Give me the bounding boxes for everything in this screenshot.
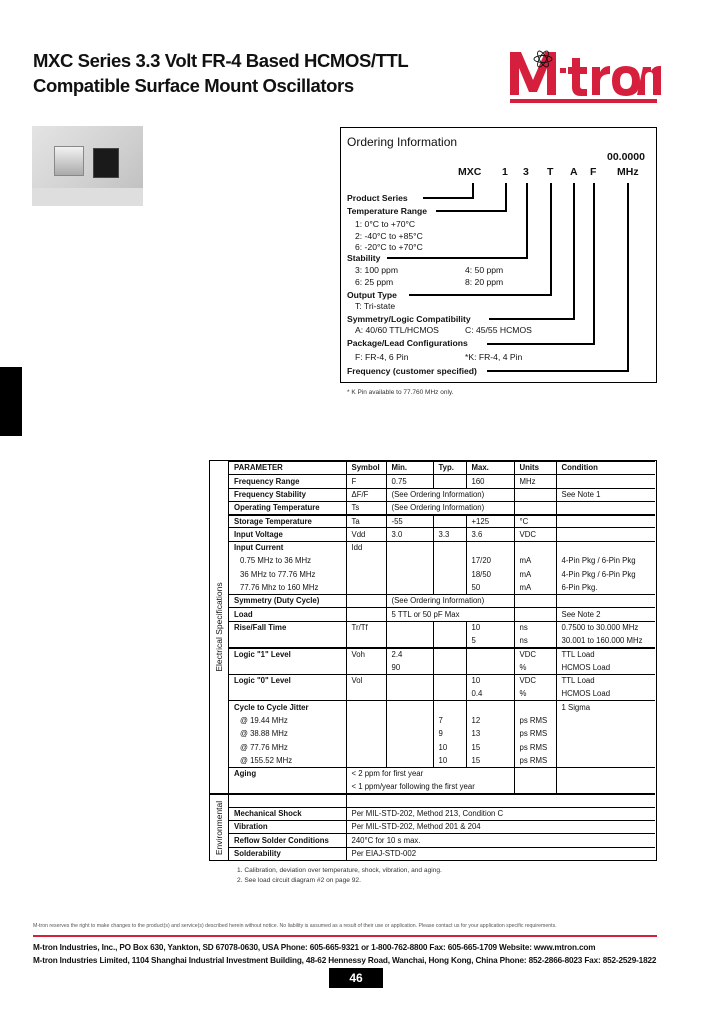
package-option: F: FR-4, 6 Pin: [355, 352, 409, 362]
table-row: [229, 501, 655, 514]
table-row: [229, 661, 655, 674]
side-label-text: Environmental: [214, 800, 224, 855]
table-cell: MHz: [514, 475, 556, 488]
table-cell: Frequency Range: [229, 475, 346, 488]
table-cell: mA: [514, 568, 556, 581]
table-row: [229, 834, 655, 847]
table-row: [229, 807, 655, 820]
table-row: [229, 794, 655, 807]
table-cell: Max.: [466, 462, 514, 475]
table-cell: [386, 714, 433, 727]
table-cell: < 1 ppm/year following the first year: [346, 781, 514, 794]
table-cell: Storage Temperature: [229, 515, 346, 528]
table-cell: 0.7500 to 30.000 MHz: [556, 621, 655, 634]
side-label-text: Electrical Specifications: [214, 582, 224, 672]
ordering-note: * K Pin available to 77.760 MHz only.: [347, 389, 454, 396]
table-cell: 3.6: [466, 528, 514, 541]
stability-option: 4: 50 ppm: [465, 265, 504, 275]
table-cell: mA: [514, 555, 556, 568]
table-cell: 10: [433, 754, 466, 767]
table-cell: 77.76 Mhz to 160 MHz: [240, 582, 319, 592]
table-cell: Idd: [346, 541, 386, 554]
symmetry-option: A: 40/60 TTL/HCMOS: [355, 325, 439, 335]
table-cell: Cycle to Cycle Jitter: [229, 701, 346, 714]
table-cell: [556, 754, 655, 767]
table-cell: [346, 594, 386, 607]
table-row: [229, 754, 655, 767]
table-cell: 18/50: [466, 568, 514, 581]
table-cell: [346, 794, 655, 807]
table-cell: 0.75 MHz to 36 MHz: [240, 556, 312, 566]
table-cell: Input Voltage: [229, 528, 346, 541]
table-cell: [346, 608, 386, 621]
table-cell: [514, 701, 556, 714]
table-cell: [433, 648, 466, 661]
table-cell: [346, 555, 386, 568]
specifications-table: [209, 460, 657, 861]
output-option: T: Tri-state: [355, 301, 396, 311]
label-output-type: Output Type: [347, 290, 397, 300]
table-cell: TTL Load: [556, 648, 655, 661]
table-row: [229, 781, 655, 794]
note-2: 2. See load circuit diagram #2 on page 92.: [237, 877, 361, 885]
table-cell: %: [514, 661, 556, 674]
table-cell: [556, 741, 655, 754]
table-cell: PARAMETER: [229, 462, 346, 475]
label-temperature-range: Temperature Range: [347, 206, 428, 216]
table-cell: 7: [433, 714, 466, 727]
table-row: [229, 634, 655, 647]
table-cell: (See Ordering Information): [386, 488, 514, 501]
side-label-electrical: [210, 461, 228, 793]
table-cell: 90: [386, 661, 433, 674]
table-cell: [386, 581, 433, 594]
table-row: [229, 767, 655, 780]
table-cell: Per EIAJ-STD-002: [346, 847, 655, 860]
label-frequency: Frequency (customer specified): [347, 366, 477, 376]
table-cell: [514, 541, 556, 554]
table-cell: [556, 781, 655, 794]
table-cell: [346, 688, 386, 701]
code-package: F: [590, 166, 597, 178]
table-cell: 10: [466, 621, 514, 634]
table-cell: [556, 515, 655, 528]
table-row: [229, 688, 655, 701]
table-cell: -55: [386, 515, 433, 528]
table-cell: [386, 754, 433, 767]
table-cell: HCMOS Load: [556, 688, 655, 701]
table-cell: See Note 2: [556, 608, 655, 621]
page-title-line-1: MXC Series 3.3 Volt FR-4 Based HCMOS/TTL: [33, 50, 409, 71]
table-cell: ns: [514, 634, 556, 647]
footer-divider: [33, 935, 657, 937]
table-cell: [433, 701, 466, 714]
table-cell: Rise/Fall Time: [229, 621, 346, 634]
table-cell: [386, 674, 433, 687]
frequency-example: 00.0000: [607, 151, 645, 163]
table-row: [229, 608, 655, 621]
table-cell: 30.001 to 160.000 MHz: [556, 634, 655, 647]
table-cell: 17/20: [466, 555, 514, 568]
table-cell: 4-Pin Pkg / 6-Pin Pkg: [556, 568, 655, 581]
product-photo: [32, 126, 143, 206]
table-cell: %: [514, 688, 556, 701]
table-cell: ps RMS: [514, 741, 556, 754]
table-cell: @ 38.88 MHz: [240, 729, 288, 739]
table-cell: Ta: [346, 515, 386, 528]
table-cell: [466, 541, 514, 554]
table-cell: [433, 568, 466, 581]
table-cell: 3.3: [433, 528, 466, 541]
table-cell: Vol: [346, 674, 386, 687]
table-cell: [229, 781, 346, 794]
table-cell: Symbol: [346, 462, 386, 475]
table-cell: [556, 727, 655, 740]
table-cell: 50: [466, 581, 514, 594]
table-row: [229, 594, 655, 607]
stability-option: 6: 25 ppm: [355, 277, 394, 287]
table-cell: Input Current: [229, 541, 346, 554]
table-cell: [466, 661, 514, 674]
table-cell: [346, 701, 386, 714]
table-cell: [514, 501, 556, 514]
table-cell: Logic "1" Level: [229, 648, 346, 661]
side-label-environmental: [210, 793, 228, 860]
table-row: [229, 515, 655, 528]
table-cell: [346, 581, 386, 594]
table-cell: [514, 608, 556, 621]
temp-option: 6: -20°C to +70°C: [355, 242, 423, 252]
table-cell: [556, 767, 655, 780]
table-cell: ps RMS: [514, 714, 556, 727]
table-cell: [346, 568, 386, 581]
table-cell: 0.4: [466, 688, 514, 701]
table-row: [229, 528, 655, 541]
table-row: [229, 714, 655, 727]
table-cell: [386, 541, 433, 554]
table-row: [229, 581, 655, 594]
table-cell: Voh: [346, 648, 386, 661]
table-cell: 1 Sigma: [556, 701, 655, 714]
table-cell: [433, 688, 466, 701]
table-cell: [346, 727, 386, 740]
code-symmetry: A: [570, 166, 578, 178]
table-row: [229, 847, 655, 860]
table-row: [229, 488, 655, 501]
note-1: 1. Calibration, deviation over temperature, shock, vibration, and aging.: [237, 867, 442, 875]
table-cell: [514, 594, 556, 607]
code-output: T: [547, 166, 554, 178]
page-number: 46: [329, 968, 383, 988]
table-cell: Operating Temperature: [229, 501, 346, 514]
side-label-column: [210, 461, 229, 860]
table-cell: [346, 634, 386, 647]
table-cell: [433, 515, 466, 528]
temp-option: 2: -40°C to +85°C: [355, 231, 423, 241]
spec-grid: [229, 461, 655, 860]
table-cell: Ts: [346, 501, 386, 514]
table-cell: Logic "0" Level: [229, 674, 346, 687]
table-cell: [433, 475, 466, 488]
table-row: [229, 621, 655, 634]
code-frequency-unit: MHz: [617, 166, 639, 178]
table-row: [229, 674, 655, 687]
table-cell: [433, 581, 466, 594]
label-package: Package/Lead Configurations: [347, 338, 468, 348]
table-cell: [386, 701, 433, 714]
table-cell: [433, 541, 466, 554]
table-cell: [514, 781, 556, 794]
table-cell: Aging: [229, 767, 346, 780]
table-row: [229, 568, 655, 581]
table-cell: 240°C for 10 s max.: [346, 834, 655, 847]
table-cell: [229, 688, 346, 701]
table-cell: 10: [466, 674, 514, 687]
table-cell: (See Ordering Information): [386, 594, 514, 607]
table-cell: Per MIL-STD-202, Method 213, Condition C: [346, 807, 655, 820]
spec-notes: [237, 866, 657, 886]
code-temperature: 1: [502, 166, 508, 178]
table-cell: [556, 501, 655, 514]
table-cell: [346, 754, 386, 767]
table-cell: @ 155.52 MHz: [240, 755, 293, 765]
table-cell: 15: [466, 741, 514, 754]
table-cell: 4-Pin Pkg / 6-Pin Pkg: [556, 555, 655, 568]
table-cell: °C: [514, 515, 556, 528]
table-cell: < 2 ppm for first year: [346, 767, 514, 780]
table-cell: [386, 741, 433, 754]
table-cell: ps RMS: [514, 754, 556, 767]
table-cell: 10: [433, 741, 466, 754]
table-cell: 5: [466, 634, 514, 647]
table-cell: [433, 555, 466, 568]
code-stability: 3: [523, 166, 529, 178]
table-cell: VDC: [514, 674, 556, 687]
table-cell: ΔF/F: [346, 488, 386, 501]
table-cell: [386, 688, 433, 701]
table-cell: [466, 701, 514, 714]
table-cell: [229, 634, 346, 647]
table-header-row: [229, 462, 655, 475]
table-row: [229, 475, 655, 488]
table-cell: [433, 634, 466, 647]
table-row: [229, 727, 655, 740]
table-cell: F: [346, 475, 386, 488]
table-cell: Units: [514, 462, 556, 475]
table-cell: [386, 568, 433, 581]
table-cell: [229, 794, 346, 807]
table-cell: 13: [466, 727, 514, 740]
table-cell: Vibration: [229, 821, 346, 834]
table-row: [229, 821, 655, 834]
table-cell: TTL Load: [556, 674, 655, 687]
table-cell: [556, 594, 655, 607]
table-row: [229, 648, 655, 661]
table-cell: [386, 727, 433, 740]
table-cell: [514, 488, 556, 501]
table-cell: [346, 661, 386, 674]
table-cell: Solderability: [229, 847, 346, 860]
table-cell: HCMOS Load: [556, 661, 655, 674]
table-cell: 3.0: [386, 528, 433, 541]
table-cell: Tr/Tf: [346, 621, 386, 634]
table-row: [229, 541, 655, 554]
label-symmetry: Symmetry/Logic Compatibility: [347, 314, 471, 324]
label-product-series: Product Series: [347, 193, 408, 203]
table-cell: [556, 714, 655, 727]
package-option: *K: FR-4, 4 Pin: [465, 352, 523, 362]
table-cell: [556, 528, 655, 541]
label-stability: Stability: [347, 253, 381, 263]
table-cell: (See Ordering Information): [386, 501, 514, 514]
table-cell: 2.4: [386, 648, 433, 661]
disclaimer: M-tron reserves the right to make changes to the product(s) and service(s) described herein without notice. No liability is assumed as a result of their use or application. Please contact us for your application specific requirements.: [33, 923, 557, 929]
table-cell: Typ.: [433, 462, 466, 475]
section-tab: [0, 367, 22, 436]
table-cell: 15: [466, 754, 514, 767]
table-cell: [386, 634, 433, 647]
page-title-line-2: Compatible Surface Mount Oscillators: [33, 75, 354, 96]
table-cell: @ 77.76 MHz: [240, 742, 288, 752]
mtron-logo: [506, 44, 661, 100]
table-cell: 9: [433, 727, 466, 740]
table-cell: Condition: [556, 462, 655, 475]
table-cell: Vdd: [346, 528, 386, 541]
ordering-information-box: [340, 127, 657, 383]
address-us: M-tron Industries, Inc., PO Box 630, Yankton, SD 67078-0630, USA Phone: 605-665-9321 or 1-800-762-8800 Fax: 605-665-1709 Website: www.mtron.com: [33, 943, 596, 952]
table-cell: 12: [466, 714, 514, 727]
table-row: [229, 741, 655, 754]
table-cell: [514, 767, 556, 780]
table-cell: [229, 661, 346, 674]
table-cell: 0.75: [386, 475, 433, 488]
table-cell: See Note 1: [556, 488, 655, 501]
table-cell: Symmetry (Duty Cycle): [229, 594, 346, 607]
table-row: [229, 555, 655, 568]
table-cell: [466, 648, 514, 661]
table-cell: 6-Pin Pkg.: [556, 581, 655, 594]
table-row: [229, 701, 655, 714]
table-cell: Frequency Stability: [229, 488, 346, 501]
table-cell: Per MIL-STD-202, Method 201 & 204: [346, 821, 655, 834]
table-cell: [433, 621, 466, 634]
table-cell: 5 TTL or 50 pF Max: [386, 608, 514, 621]
table-cell: Load: [229, 608, 346, 621]
table-cell: [386, 621, 433, 634]
table-cell: [433, 661, 466, 674]
temp-option: 1: 0°C to +70°C: [355, 219, 416, 229]
table-cell: mA: [514, 581, 556, 594]
specifications-section: [209, 460, 657, 886]
table-cell: VDC: [514, 648, 556, 661]
code-series: MXC: [458, 166, 482, 178]
table-cell: VDC: [514, 528, 556, 541]
table-cell: +125: [466, 515, 514, 528]
ordering-title: Ordering Information: [347, 135, 458, 149]
table-cell: Min.: [386, 462, 433, 475]
table-cell: [556, 475, 655, 488]
table-cell: 160: [466, 475, 514, 488]
stability-option: 8: 20 ppm: [465, 277, 504, 287]
table-cell: [556, 541, 655, 554]
table-cell: 36 MHz to 77.76 MHz: [240, 569, 316, 579]
symmetry-option: C: 45/55 HCMOS: [465, 325, 532, 335]
table-cell: [386, 555, 433, 568]
table-cell: @ 19.44 MHz: [240, 716, 288, 726]
table-cell: [346, 714, 386, 727]
logo-underline: [510, 99, 657, 103]
table-cell: ns: [514, 621, 556, 634]
table-cell: Reflow Solder Conditions: [229, 834, 346, 847]
table-cell: ps RMS: [514, 727, 556, 740]
address-hk: M-tron Industries Limited, 1104 Shanghai Industrial Investment Building, 48-62 Hennessy Road, Wanchai, Hong Kong, China Phone: 852-2866-8023 Fax: 852-2529-1822: [33, 956, 657, 965]
table-cell: [433, 674, 466, 687]
stability-option: 3: 100 ppm: [355, 265, 398, 275]
table-cell: [346, 741, 386, 754]
table-cell: Mechanical Shock: [229, 807, 346, 820]
